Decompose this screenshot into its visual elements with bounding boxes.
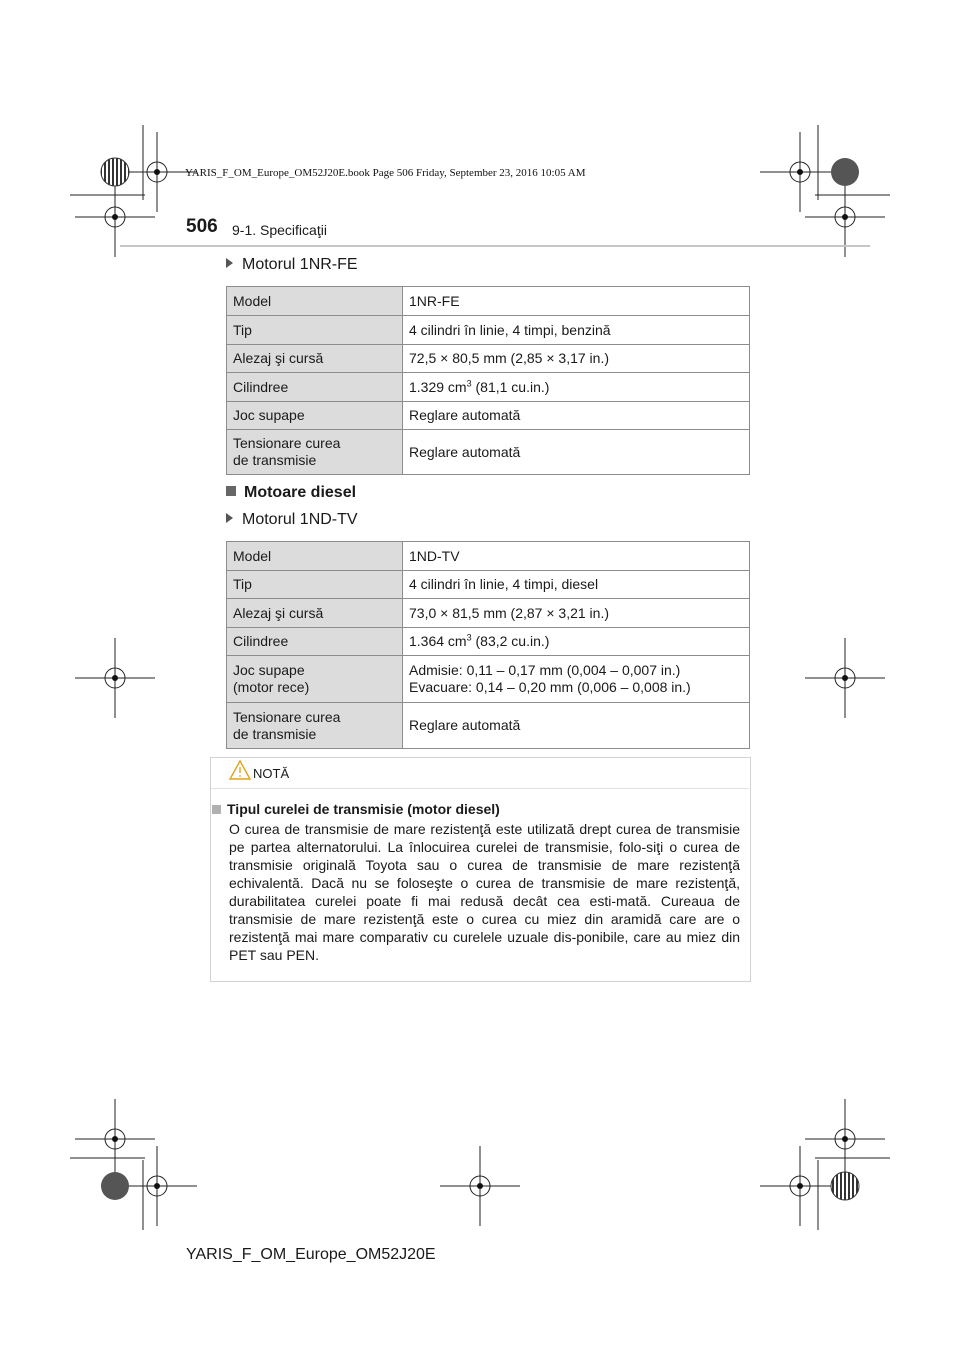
note-header [211,758,749,789]
table-row [227,571,750,599]
starburst-mark-bottom-right [831,1172,859,1200]
spec-value [403,373,750,402]
key-line: Tensionare curea [233,435,341,451]
table-row [227,628,750,656]
diesel-heading-text: Motoare diesel [244,484,357,501]
spec-value: Reglare automată [403,430,750,475]
engine-1-heading-text: Motorul 1NR-FE [242,256,358,273]
triangle-bullet-icon [226,258,233,268]
spec-key: Tip [227,316,403,345]
note-title: Tipul curelei de transmisie (motor diesel) [227,801,500,817]
page-number: 506 [186,216,218,237]
solid-mark-top-right [831,158,859,186]
spec-key: Model [227,542,403,571]
engine-1nd-tv-heading [226,511,358,529]
value-main: 1.329 cm [409,378,467,395]
spec-value: 1NR-FE [403,287,750,316]
table-row [227,542,750,571]
spec-value: 4 cilindri în linie, 4 timpi, diesel [403,571,750,599]
table-row [227,402,750,430]
spec-key [227,656,403,703]
key-line: Tensionare curea [233,708,341,725]
spec-value: Reglare automată [403,703,750,749]
book-info-line: YARIS_F_OM_Europe_OM52J20E.book Page 506 Friday, September 23, 2016 10:05 AM [185,167,586,179]
spec-value: 73,0 × 81,5 mm (2,87 × 3,21 in.) [403,599,750,628]
table-row [227,703,750,749]
square-bullet-icon [212,805,221,814]
spec-value [403,628,750,656]
key-line: de transmisie [233,725,317,742]
value-line: Evacuare: 0,14 – 0,20 mm (0,006 – 0,008 in.) [409,679,691,695]
note-label: NOTĂ [253,766,290,781]
key-line: Joc supape [233,662,305,678]
spec-key: Cilindree [227,628,403,656]
key-line: de transmisie [233,452,317,468]
note-body: O curea de transmisie de mare rezistenţă este utilizată drept curea de transmisie pe partea alternatorului. La înlocuirea curelei de transmisie, folo-siţi o curea de transmisie originală Toyota sau o curea de transmisie de mare rezistenţă echivalentă. Dacă nu se foloseşte o curea de transmisie de mare rezistenţă, durabilitatea curelei poate fi mai redusă decât cea esti-mată. Cureaua de transmisie de mare rezistenţă este o curea cu miez din aramidă care are o rezistenţă mai mare comparativ cu curelele uzuale dis-ponibile, care au miez din PET sau PEN. [229,821,740,963]
engine-1nd-tv-spec-table [226,541,750,749]
diesel-engines-heading [226,484,356,502]
engine-1nr-fe-heading [226,256,358,274]
spec-key: Joc supape [227,402,403,430]
spec-key: Alezaj şi cursă [227,599,403,628]
table-row [227,656,750,703]
note-subheading [212,801,500,817]
spec-key: Cilindree [227,373,403,402]
solid-mark-bottom-left [101,1172,129,1200]
spec-value [403,656,750,703]
table-row [227,599,750,628]
footer-document-id: YARIS_F_OM_Europe_OM52J20E [186,1246,436,1263]
table-row [227,430,750,475]
spec-key [227,703,403,749]
spec-key [227,430,403,475]
spec-value: 1ND-TV [403,542,750,571]
warning-icon [229,760,251,780]
table-row [227,373,750,402]
engine-2-heading-text: Motorul 1ND-TV [242,511,358,528]
starburst-mark-top-left [101,158,129,186]
value-suffix: (81,1 cu.in.) [471,378,550,395]
value-line: Admisie: 0,11 – 0,17 mm (0,004 – 0,007 in.) [409,662,681,678]
table-row [227,345,750,373]
section-title: 9-1. Specificaţii [232,222,327,238]
spec-value: 72,5 × 80,5 mm (2,85 × 3,17 in.) [403,345,750,373]
key-line: (motor rece) [233,679,310,695]
value-suffix: (83,2 cu.in.) [471,633,550,649]
spec-key: Alezaj şi cursă [227,345,403,373]
engine-1nr-fe-spec-table [226,286,750,475]
spec-key: Tip [227,571,403,599]
spec-key: Model [227,287,403,316]
square-bullet-icon [226,486,236,496]
value-superscript: 3 [466,377,472,388]
table-row [227,287,750,316]
value-main: 1.364 cm [409,633,467,649]
table-row [227,316,750,345]
spec-value: 4 cilindri în linie, 4 timpi, benzină [403,316,750,345]
header-rule [120,245,870,247]
triangle-bullet-icon [226,513,233,523]
spec-value: Reglare automată [403,402,750,430]
value-superscript: 3 [466,632,472,643]
